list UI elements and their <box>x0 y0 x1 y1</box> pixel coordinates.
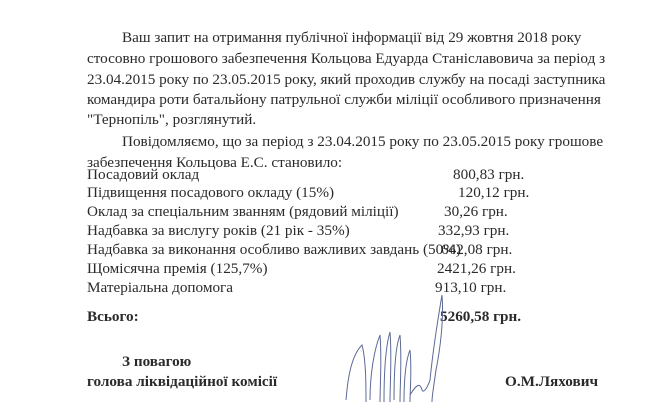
item-amount: 30,26 грн. <box>444 203 508 220</box>
item-label: Надбавка за вислугу років (21 рік - 35%) <box>87 222 350 239</box>
item-label: Посадовий оклад <box>87 166 200 183</box>
item-amount: 2421,26 грн. <box>437 260 516 277</box>
item-amount: 913,10 грн. <box>435 279 507 296</box>
item-amount: 800,83 грн. <box>453 166 525 183</box>
item-label: Оклад за спеціальним званням (рядовий міліції) <box>87 203 399 220</box>
paragraph-line: 23.04.2015 року по 23.05.2015 року, який проходив службу на посаді заступника <box>87 71 606 88</box>
paragraph-line: стосовно грошового забезпечення Кольцова Едуарда Станіславовича за період з <box>87 50 606 67</box>
item-label: Щомісячна премія (125,7%) <box>87 260 268 277</box>
item-amount: 642,08 грн. <box>441 241 513 258</box>
paragraph-line: Повідомляємо, що за період з 23.04.2015 року по 23.05.2015 року грошове <box>122 133 604 150</box>
signer-position: голова ліквідаційної комісії <box>87 373 278 390</box>
item-label: Матеріальна допомога <box>87 279 234 296</box>
item-amount: 120,12 грн. <box>458 184 530 201</box>
paragraph-line: командира роти батальйону патрульної служби міліції особливого призначення <box>87 91 601 108</box>
handwritten-signature <box>340 290 450 408</box>
regards-text: З повагою <box>122 353 192 370</box>
total-label: Всього: <box>87 308 139 325</box>
signer-name: О.М.Ляхович <box>505 373 599 390</box>
paragraph-line: забезпечення Кольцова Е.С. становило: <box>87 154 343 171</box>
paragraph-line: Ваш запит на отримання публічної інформації від 29 жовтня 2018 року <box>122 29 582 46</box>
total-amount: 5260,58 грн. <box>440 308 522 325</box>
item-label: Підвищення посадового окладу (15%) <box>87 184 335 201</box>
item-amount: 332,93 грн. <box>438 222 510 239</box>
paragraph-line: "Тернопіль", розглянутий. <box>87 111 257 128</box>
item-label: Надбавка за виконання особливо важливих завдань (50%) <box>87 241 461 258</box>
